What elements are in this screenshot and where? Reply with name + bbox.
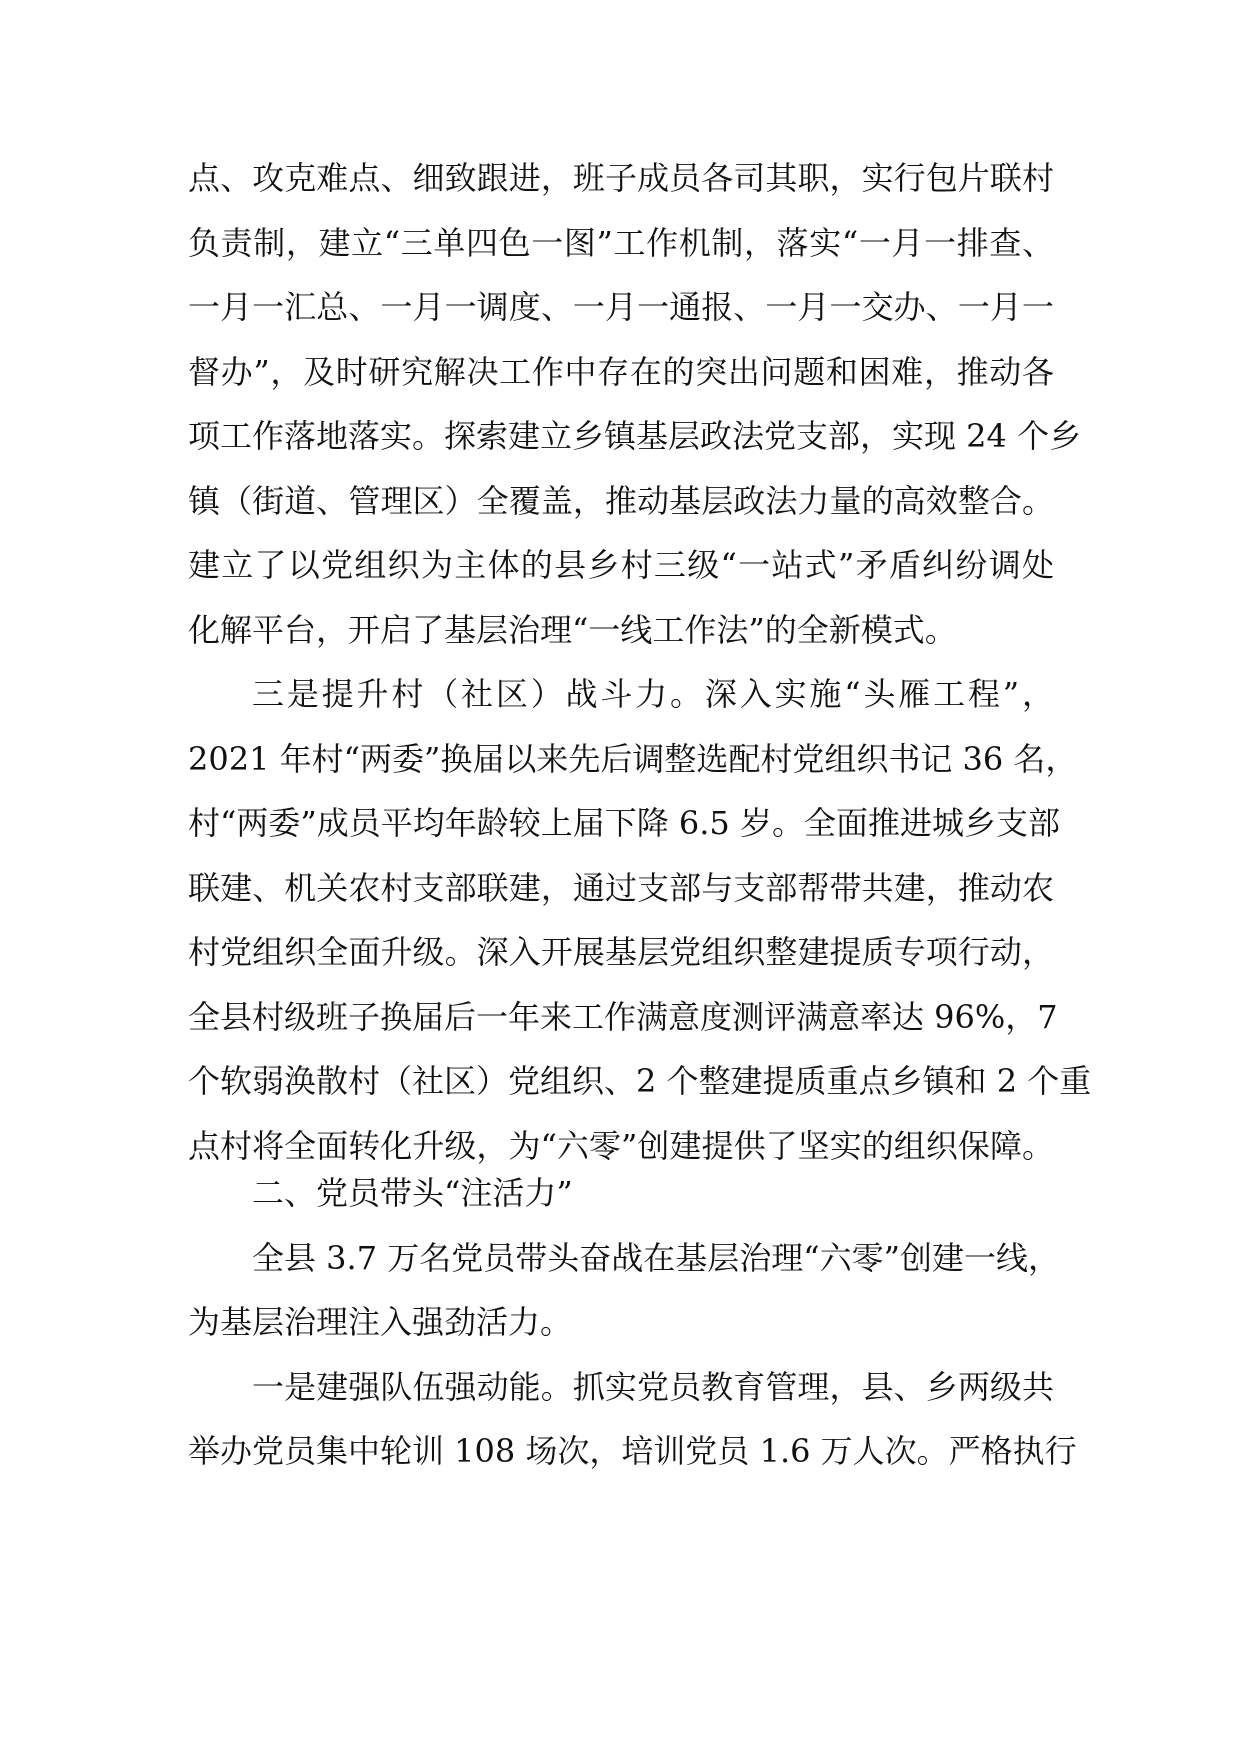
text-line: 村“两委”成员平均年龄较上届下降 6.5 岁。全面推进城乡支部 (188, 804, 1060, 842)
text-line: 点、攻克难点、细致跟进，班子成员各司其职，实行包片联村 (188, 159, 1054, 197)
text-line: 化解平台，开启了基层治理“一线工作法”的全新模式。 (188, 610, 957, 649)
paragraph-heading-line: 一是建强队伍强动能。抓实党员教育管理，县、乡两级共 (252, 1367, 1054, 1406)
text-line: 建立了以党组织为主体的县乡村三级“一站式”矛盾纠纷调处 (188, 546, 1054, 584)
paragraph-heading-line: 三是提升村（社区）战斗力。深入实施“头雁工程”， (252, 675, 1054, 713)
body-text-block-2 (188, 1161, 1077, 1484)
text-line: 督办”，及时研究解决工作中存在的突出问题和困难，推动各 (188, 352, 1054, 391)
text-line: 为基层治理注入强劲活力。 (188, 1303, 573, 1341)
text-line: 举办党员集中轮训 108 场次，培训党员 1.6 万人次。严格执行 (188, 1432, 1077, 1470)
text-line: 全县 3.7 万名党员带头奋战在基层治理“六零”创建一线， (252, 1238, 1060, 1277)
text-line: 2021 年村“两委”换届以来先后调整选配村党组织书记 36 名， (188, 739, 1078, 778)
text-line: 一月一汇总、一月一调度、一月一通报、一月一交办、一月一 (188, 288, 1054, 326)
text-line: 点村将全面转化升级，为“六零”创建提供了坚实的组织保障。 (188, 1126, 1054, 1165)
section-heading: 二、党员带头“注活力” (252, 1174, 573, 1212)
text-line: 镇（街道、管理区）全覆盖，推动基层政法力量的高效整合。 (188, 481, 1054, 520)
text-line: 联建、机关农村支部联建，通过支部与支部帮带共建，推动农 (188, 868, 1054, 907)
text-line: 项工作落地落实。探索建立乡镇基层政法党支部，实现 24 个乡 (188, 417, 1082, 455)
body-text-block-1 (188, 146, 1092, 1178)
text-line: 个软弱涣散村（社区）党组织、2 个整建提质重点乡镇和 2 个重 (188, 1062, 1092, 1100)
text-line: 负责制，建立“三单四色一图”工作机制，落实“一月一排查、 (188, 223, 1054, 262)
text-line: 全县村级班子换届后一年来工作满意度测评满意率达 96%，7 (188, 997, 1058, 1036)
text-line: 村党组织全面升级。深入开展基层党组织整建提质专项行动， (188, 933, 1054, 971)
